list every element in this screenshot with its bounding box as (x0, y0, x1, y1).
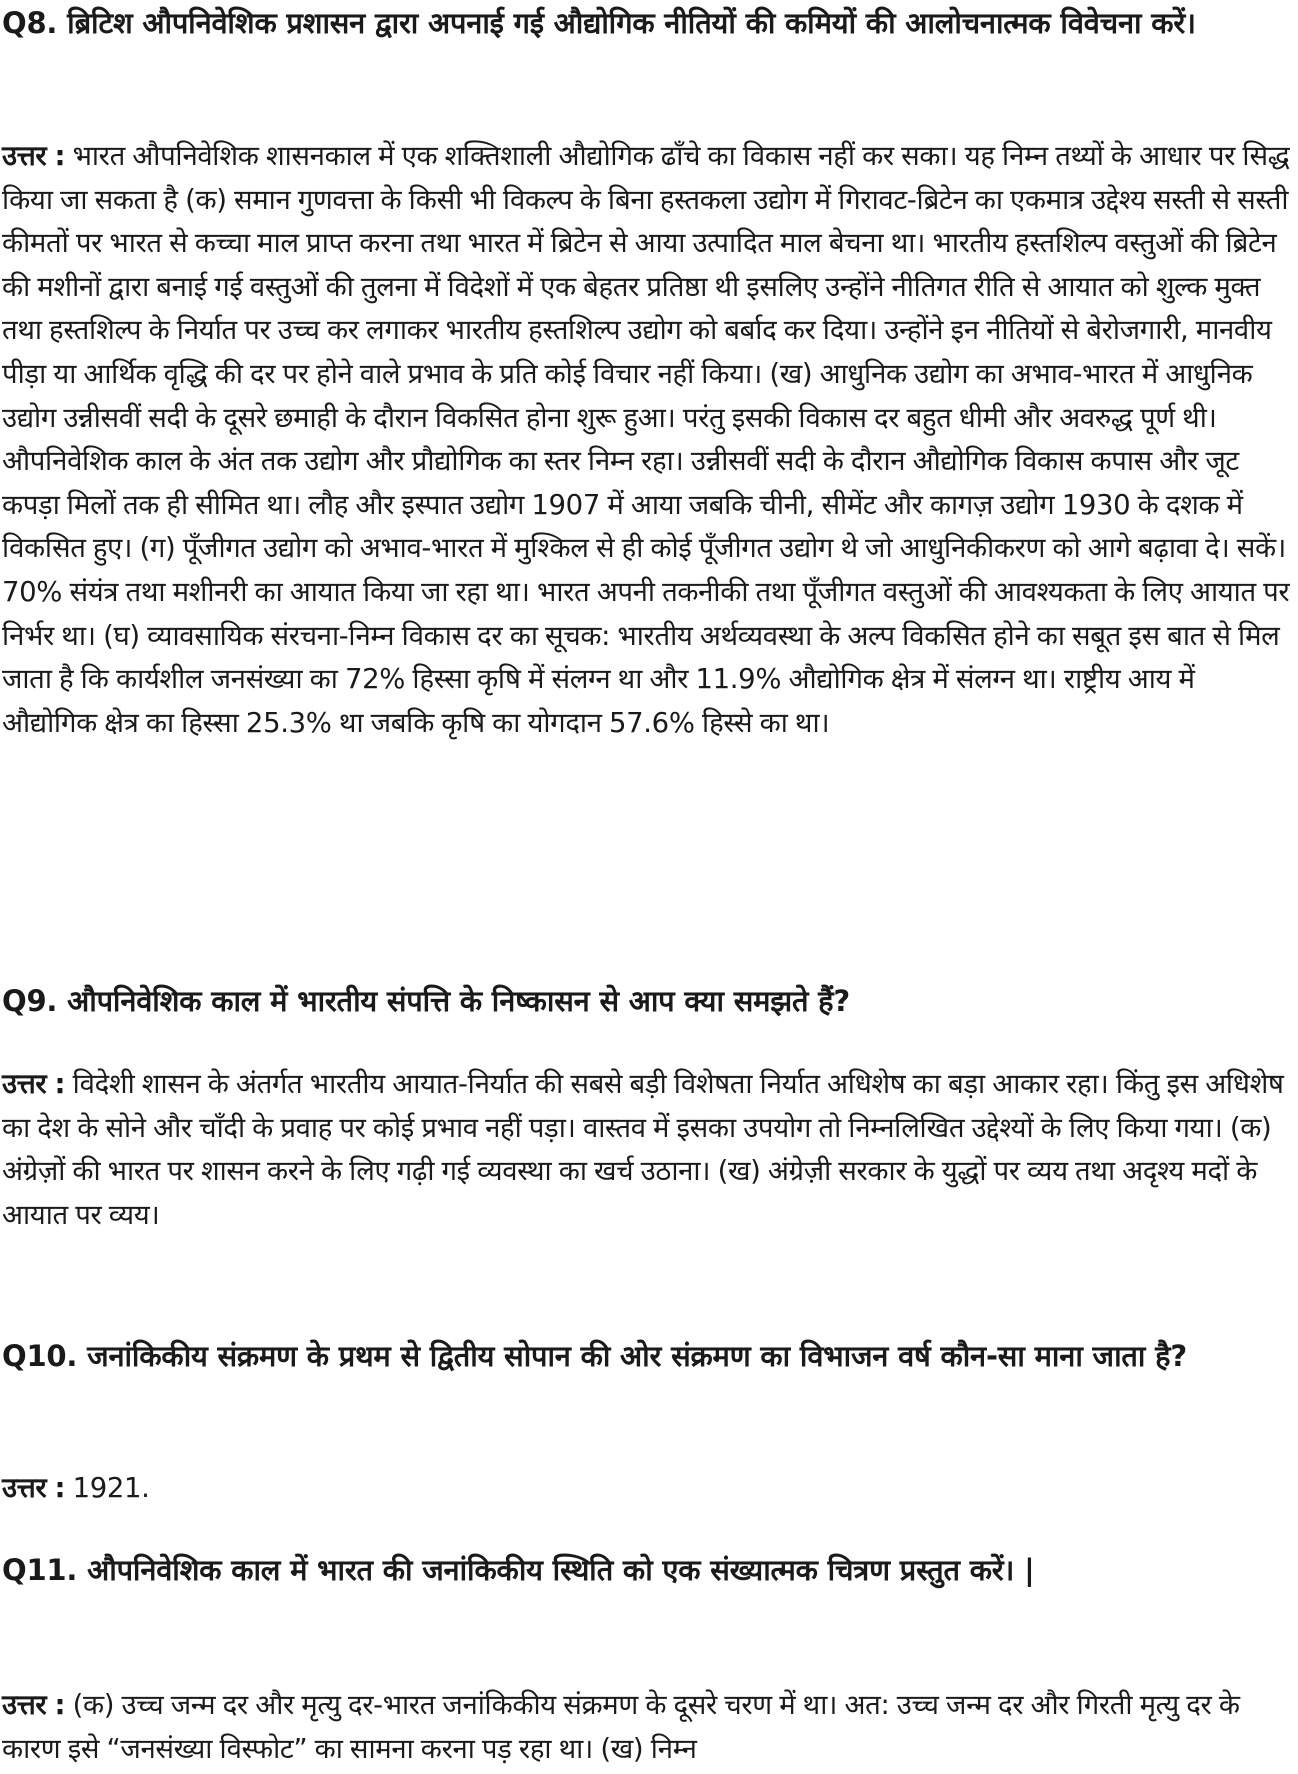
question-9-heading: Q9. औपनिवेशिक काल में भारतीय संपत्ति के निष्कासन से आप क्या समझते हैं? (2, 984, 851, 1018)
answer-9-label: उत्तर : (2, 1068, 66, 1100)
answer-11-label: उत्तर : (2, 1689, 66, 1721)
question-11-heading: Q11. औपनिवेशिक काल में भारत की जनांकिकीय स्थिति को एक संख्यात्मक चित्रण प्रस्तुत करें। | (2, 1553, 1035, 1587)
answer-9-text: विदेशी शासन के अंतर्गत भारतीय आयात-निर्यात की सबसे बड़ी विशेषता निर्यात अधिशेष का बड़ा आकार रहा। किंतु इस अधिशेष का देश के सोने और चाँदी के प्रवाह पर कोई प्रभाव नहीं पड़ा। वास्तव में इसका उपयोग तो निम्नलिखित उद्देश्यों के लिए किया गया। (क) अंग्रेज़ों की भारत पर शासन करने के लिए गढ़ी गई व्यवस्था का खर्च उठाना। (ख) अंग्रेज़ी सरकार के युद्धों पर व्यय तथा अदृश्य मदों के आयात पर व्यय। (2, 1068, 1284, 1231)
answer-10-label: उत्तर : (2, 1472, 66, 1504)
answer-9-block (0, 1063, 1298, 1237)
answer-11-text: (क) उच्च जन्म दर और मृत्यु दर-भारत जनांकिकीय संक्रमण के दूसरे चरण में था। अत: उच्च जन्म दर और गिरती मृत्यु दर के कारण इसे “जनसंख्या विस्फोट” का सामना करना पड़ रहा था। (ख) निम्न (2, 1689, 1240, 1765)
answer-10-block (0, 1467, 1298, 1511)
answer-8-block (0, 135, 1298, 745)
answer-8-label: उत्तर : (2, 140, 66, 172)
answer-9-paragraph (0, 1063, 1298, 1237)
question-11-block (0, 1549, 1298, 1591)
question-9-block (0, 980, 1298, 1022)
answer-11-paragraph (0, 1684, 1298, 1771)
question-8-block (0, 2, 1298, 44)
answer-8-paragraph (0, 135, 1298, 745)
answer-10-text: 1921. (72, 1472, 150, 1504)
question-10-heading: Q10. जनांकिकीय संक्रमण के प्रथम से द्वितीय सोपान की ओर संक्रमण का विभाजन वर्ष कौन-सा माना जाता है? (2, 1339, 1187, 1373)
answer-8-text: भारत औपनिवेशिक शासनकाल में एक शक्तिशाली औद्योगिक ढाँचे का विकास नहीं कर सका। यह निम्न तथ्यों के आधार पर सिद्ध किया जा सकता है (क) समान गुणवत्ता के किसी भी विकल्प के बिना हस्तकला उद्योग में गिरावट-ब्रिटेन का एकमात्र उद्देश्य सस्ती से सस्ती कीमतों पर भारत से कच्चा माल प्राप्त करना तथा भारत में ब्रिटेन से आया उत्पादित माल बेचना था। भारतीय हस्तशिल्प वस्तुओं की ब्रिटेन की मशीनों द्वारा बनाई गई वस्तुओं की तुलना में विदेशों में एक बेहतर प्रतिष्ठा थी इसलिए उन्होंने नीतिगत रीति से आयात को शुल्क मुक्त तथा हस्तशिल्प के निर्यात पर उच्च कर लगाकर भारतीय हस्तशिल्प उद्योग को बर्बाद कर दिया। उन्होंने इन नीतियों से बेरोजगारी, मानवीय पीड़ा या आर्थिक वृद्धि की दर पर होने वाले प्रभाव के प्रति कोई विचार नहीं किया। (ख) आधुनिक उद्योग का अभाव-भारत में आधुनिक उद्योग उन्नीसवीं सदी के दूसरे छमाही के दौरान विकसित होना शुरू हुआ। परंतु इसकी विकास दर बहुत धीमी और अवरुद्ध पूर्ण थी। औपनिवेशिक काल के अंत तक उद्योग और प्रौद्योगिक का स्तर निम्न रहा। उन्नीसवीं सदी के दौरान औद्योगिक विकास कपास और जूट कपड़ा मिलों तक ही सीमित था। लौह और इस्पात उद्योग 1907 में आया जबकि चीनी, सीमेंट और कागज़ उद्योग 1930 के दशक में विकसित हुए। (ग) पूँजीगत उद्योग को अभाव-भारत में मुश्किल से ही कोई पूँजीगत उद्योग थे जो आधुनिकीकरण को आगे बढ़ावा दे। सकें। 70% संयंत्र तथा मशीनरी का आयात किया जा रहा था। भारत अपनी तकनीकी तथा पूँजीगत वस्तुओं की आवश्यकता के लिए आयात पर निर्भर था। (घ) व्यावसायिक संरचना-निम्न विकास दर का सूचक: भारतीय अर्थव्यवस्था के अल्प विकसित होने का सबूत इस बात से मिल जाता है कि कार्यशील जनसंख्या का 72% हिस्सा कृषि में संलग्न था और 11.9% औद्योगिक क्षेत्र में संलग्न था। राष्ट्रीय आय में औद्योगिक क्षेत्र का हिस्सा 25.3% था जबकि कृषि का योगदान 57.6% हिस्से का था। (2, 140, 1290, 739)
question-8-heading: Q8. ब्रिटिश औपनिवेशिक प्रशासन द्वारा अपनाई गई औद्योगिक नीतियों की कमियों की आलोचनात्मक विवेचना करें। (2, 6, 1196, 40)
answer-11-block (0, 1684, 1298, 1771)
answer-10-paragraph (0, 1467, 1298, 1511)
question-10-block (0, 1335, 1298, 1377)
